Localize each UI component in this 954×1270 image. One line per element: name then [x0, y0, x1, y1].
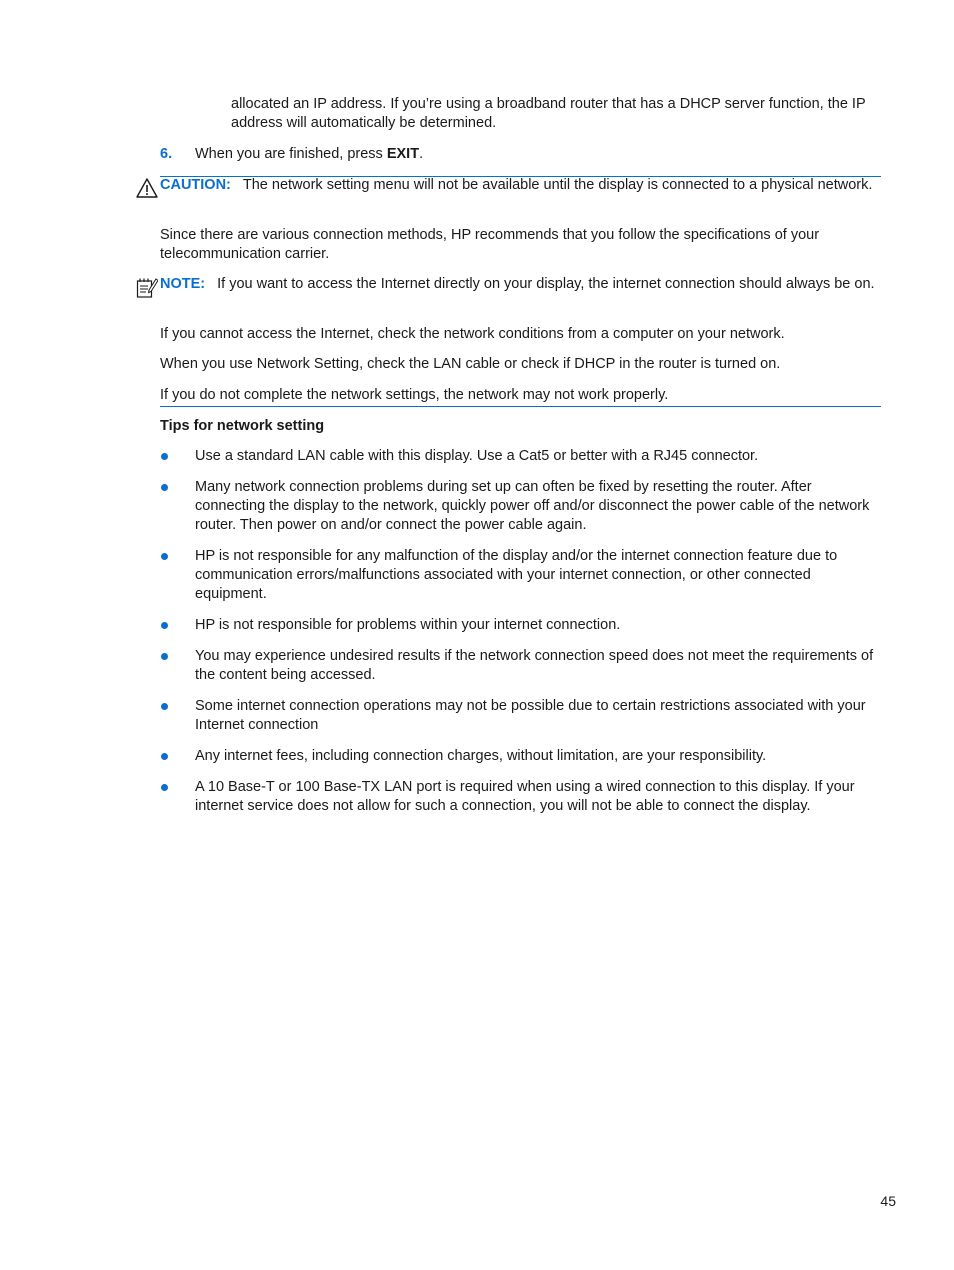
list-item	[160, 616, 880, 635]
caution-text: The network setting menu will not be available until the display is connected to a physical network.	[242, 177, 873, 193]
step-number: 6.	[160, 146, 173, 162]
note-label: NOTE:	[160, 276, 206, 292]
caution-callout	[136, 176, 881, 195]
bullet-icon	[161, 484, 168, 491]
tips-heading: Tips for network setting	[160, 418, 325, 434]
list-item	[160, 478, 880, 535]
bullet-icon	[161, 653, 168, 660]
note-paragraph-3: If you do not complete the network settings, the network may not work properly.	[160, 387, 669, 403]
step-text: When you are finished, press	[195, 146, 387, 162]
tip-text: Any internet fees, including connection charges, without limitation, are your responsibility.	[195, 748, 767, 764]
caution-paragraph: Since there are various connection methods, HP recommends that you follow the specifications of your telecommunication carrier.	[160, 227, 820, 262]
tip-text: A 10 Base-T or 100 Base-TX LAN port is required when using a wired connection to this display. If your internet service does not allow for such a connection, you will not be able to connect the display.	[195, 779, 855, 814]
note-callout	[136, 275, 881, 294]
list-item	[160, 697, 880, 735]
bullet-icon	[161, 453, 168, 460]
bullet-icon	[161, 622, 168, 629]
tips-list	[160, 447, 880, 828]
bullet-icon	[161, 753, 168, 760]
list-item	[160, 447, 880, 466]
step-text-end: .	[419, 146, 424, 162]
bullet-icon	[161, 553, 168, 560]
list-item	[160, 547, 880, 604]
list-item	[160, 747, 880, 766]
bullet-icon	[161, 784, 168, 791]
tip-text: Many network connection problems during set up can often be fixed by resetting the router. After connecting the display to the network, quickly power off and/or disconnect the power cable of the network router. Then power on and/or connect the power cable again.	[195, 479, 870, 533]
tip-text: Some internet connection operations may not be possible due to certain restrictions associated with your Internet connection	[195, 698, 866, 733]
step-6	[160, 145, 880, 164]
tip-text: HP is not responsible for problems within your internet connection.	[195, 617, 621, 633]
bullet-icon	[161, 703, 168, 710]
list-item	[160, 647, 880, 685]
note-paragraph-2: When you use Network Setting, check the LAN cable or check if DHCP in the router is turned on.	[160, 356, 781, 372]
tip-text: You may experience undesired results if the network connection speed does not meet the requirements of the content being accessed.	[195, 648, 874, 683]
note-paragraph-1: If you cannot access the Internet, check the network conditions from a computer on your network.	[160, 326, 785, 342]
step-bold-keyword: EXIT	[386, 146, 420, 162]
page-number: 45	[880, 1193, 896, 1209]
list-item	[160, 778, 880, 816]
note-pencil-icon	[136, 277, 158, 299]
note-bottom-rule	[160, 406, 881, 407]
warning-triangle-icon	[136, 178, 158, 198]
tip-text: Use a standard LAN cable with this display. Use a Cat5 or better with a RJ45 connector.	[195, 448, 759, 464]
tip-text: HP is not responsible for any malfunction of the display and/or the internet connection feature due to communication errors/malfunctions associated with your internet connection, or other connected equipment.	[195, 548, 838, 602]
continuation-paragraph: allocated an IP address. If you’re using a broadband router that has a DHCP server function, the IP address will automatically be determined.	[231, 96, 866, 131]
note-text: If you want to access the Internet directly on your display, the internet connection should always be on.	[217, 276, 875, 292]
caution-label: CAUTION:	[160, 177, 231, 193]
